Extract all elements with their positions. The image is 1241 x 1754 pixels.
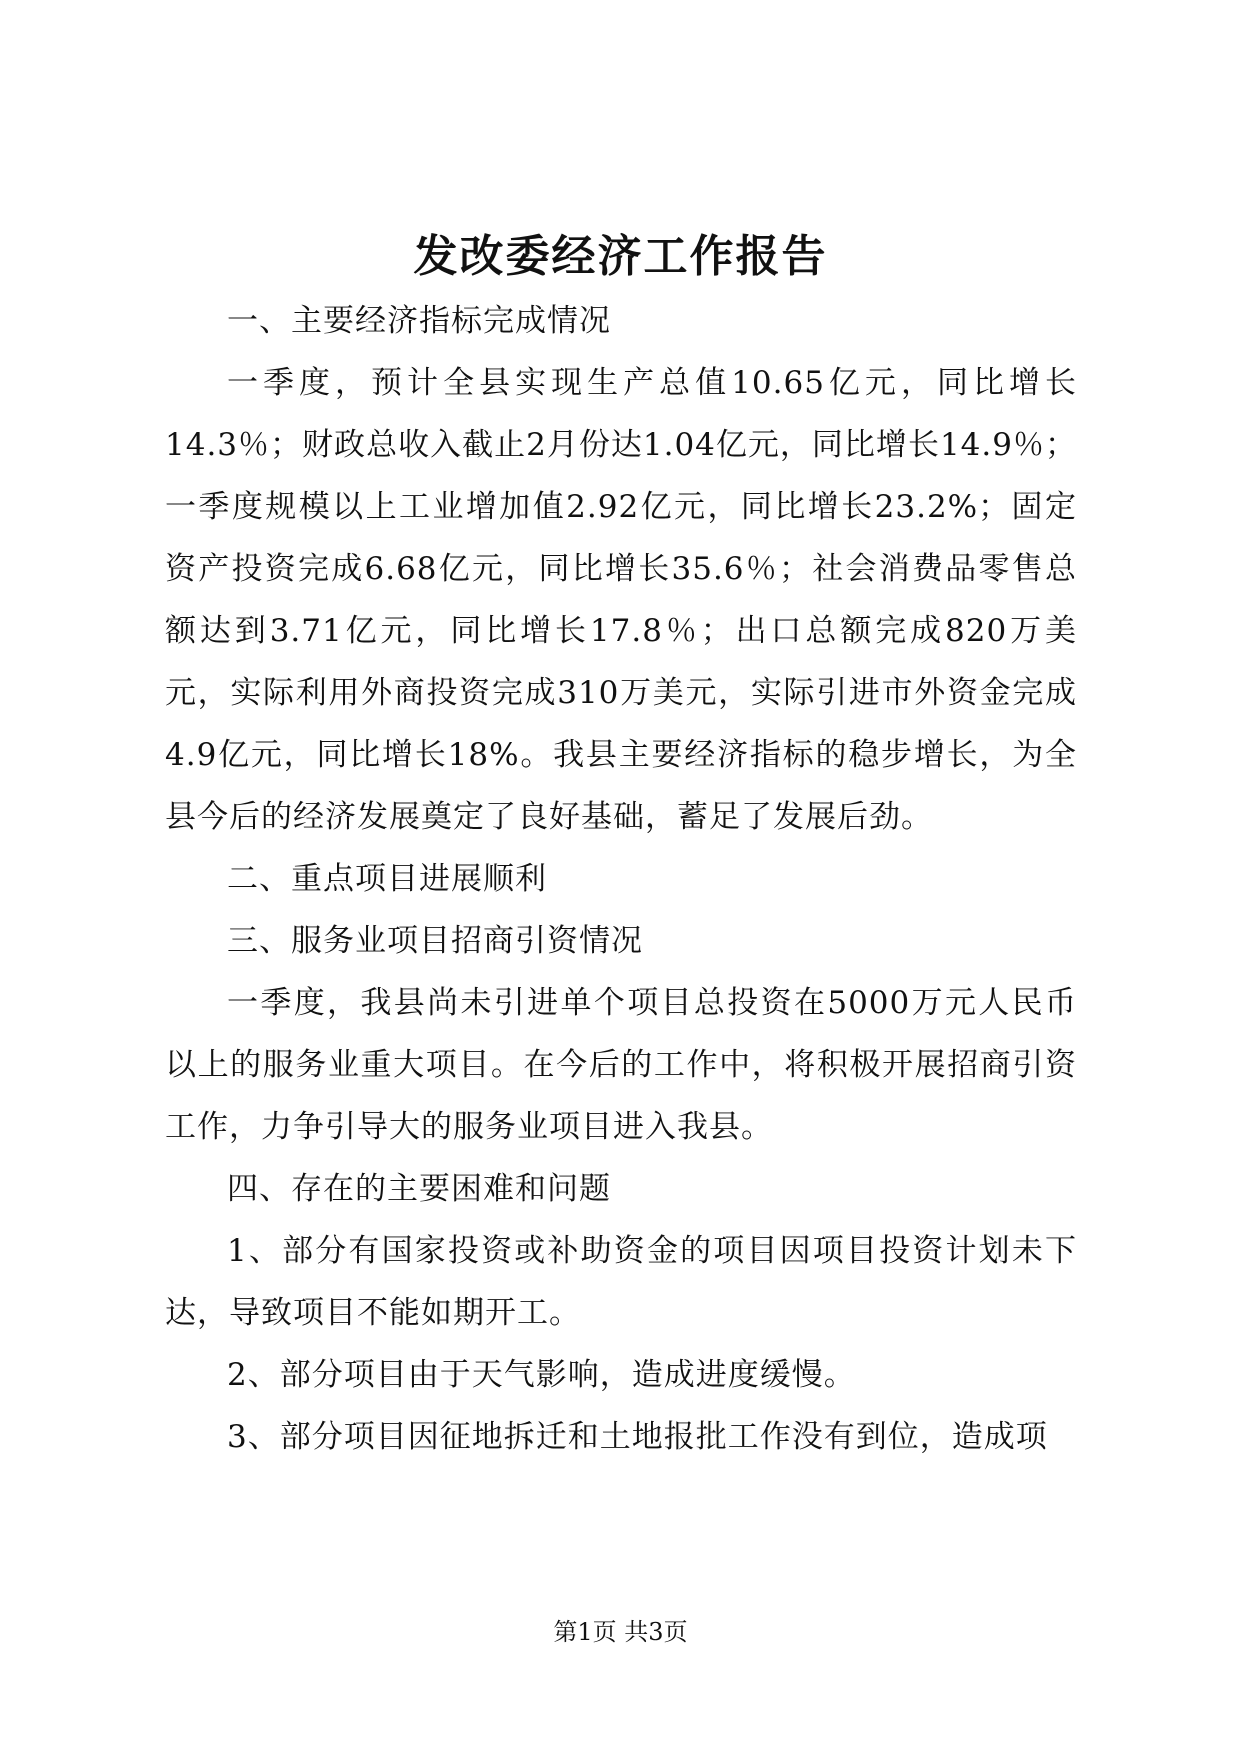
section-heading-2: 二、重点项目进展顺利 [227,861,547,897]
document-body [165,290,1077,1468]
document-title: 发改委经济工作报告 [413,231,828,282]
list-item: 1、部分有国家投资或补助资金的项目因项目投资计划未下达，导致项目不能如期开工。 [165,1233,1077,1331]
section-heading-4: 四、存在的主要困难和问题 [227,1171,611,1207]
list-item: 3、部分项目因征地拆迁和土地报批工作没有到位，造成项 [227,1419,1048,1455]
page-number-footer: 第1页 共3页 [553,1618,688,1646]
list-item: 2、部分项目由于天气影响，造成进度缓慢。 [227,1357,856,1393]
section-heading-3: 三、服务业项目招商引资情况 [227,923,643,959]
body-paragraph: 一季度，我县尚未引进单个项目总投资在5000万元人民币以上的服务业重大项目。在今后的工作中，将积极开展招商引资工作，力争引导大的服务业项目进入我县。 [165,985,1077,1145]
section-heading-1: 一、主要经济指标完成情况 [227,303,611,339]
body-paragraph: 一季度，预计全县实现生产总值10.65亿元，同比增长14.3％；财政总收入截止2月份达1.04亿元，同比增长14.9％；一季度规模以上工业增加值2.92亿元，同比增长23.2%；固定资产投资完成6.68亿元，同比增长35.6％；社会消费品零售总额达到3.71亿元，同比增长17.8％；出口总额完成820万美元，实际利用外商投资完成310万美元，实际引进市外资金完成4.9亿元，同比增长18%。我县主要经济指标的稳步增长，为全县今后的经济发展奠定了良好基础，蓄足了发展后劲。 [165,365,1077,835]
